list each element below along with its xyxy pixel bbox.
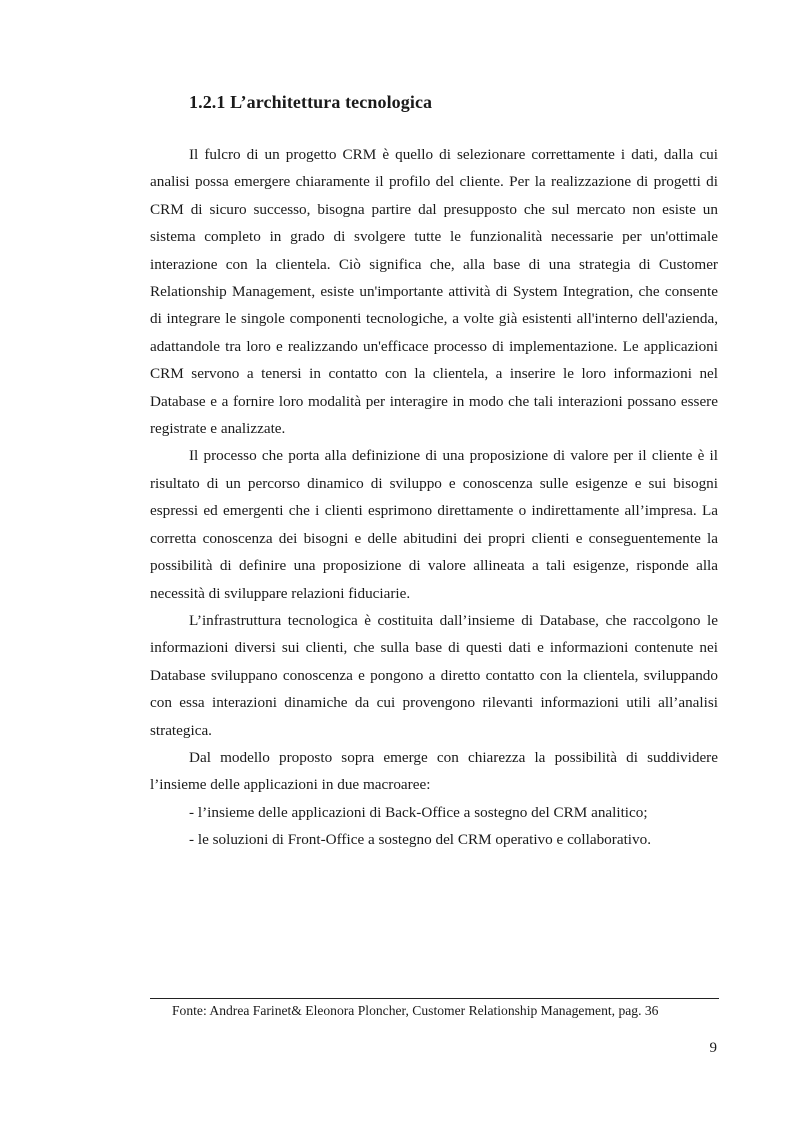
body-text <box>150 141 718 854</box>
paragraph-macroareas: Dal modello proposto sopra emerge con chiarezza la possibilità di suddividere l’insieme delle applicazioni in due macroaree: <box>150 748 718 794</box>
footnote-source: Fonte: Andrea Farinet& Eleonora Ploncher, Customer Relationship Management, pag. 36 <box>172 1003 659 1018</box>
list-item-front-office: - le soluzioni di Front-Office a sostegno del CRM operativo e collaborativo. <box>189 831 651 849</box>
list-item-back-office: - l’insieme delle applicazioni di Back-Office a sostegno del CRM analitico; <box>189 803 648 821</box>
paragraph-value-proposition: Il processo che porta alla definizione di una proposizione di valore per il cliente è il risultato di un percorso dinamico di sviluppo e conoscenza sulle esigenze e sui bisogni espressi ed emergenti che i clienti esprimono direttamente o indirettamente all’impresa. La corretta conoscenza dei bisogni e delle abitudini dei propri clienti e conseguentemente la possibilità di definire una proposizione di valore allineata a tali esigenze, risponde alla necessità di sviluppare relazioni fiduciarie. <box>150 447 718 602</box>
footnote-divider <box>150 998 719 999</box>
section-heading: 1.2.1 L’architettura tecnologica <box>189 92 433 112</box>
page-number: 9 <box>709 1040 717 1056</box>
paragraph-crm-project: Il fulcro di un progetto CRM è quello di selezionare correttamente i dati, dalla cui analisi possa emergere chiaramente il profilo del cliente. Per la realizzazione di progetti di CRM di sicuro successo, bisogna partire dal presupposto che sul mercato non esiste un sistema completo in grado di svolgere tutte le funzionalità necessarie per un'ottimale interazione con la clientela. Ciò significa che, alla base di una strategia di Customer Relationship Management, esiste un'importante attività di System Integration, che consente di integrare le singole componenti tecnologiche, a volte già esistenti all'interno dell'azienda, adattandole tra loro e realizzando un'efficace processo di implementazione. Le applicazioni CRM servono a tenersi in contatto con la clientela, a inserire le loro informazioni nel Database e a fornire loro modalità per interagire in modo che tali interazioni possano essere registrate e analizzate. <box>150 146 718 438</box>
paragraph-infrastructure: L’infrastruttura tecnologica è costituita dall’insieme di Database, che raccolgono le informazioni diversi sui clienti, che sulla base di questi dati e informazioni contenute nei Database sviluppano conoscenza e pongono a diretto contatto con la clientela, sviluppando con essa interazioni dinamiche da cui provengono rilevanti informazioni utili all’analisi strategica. <box>150 611 718 739</box>
